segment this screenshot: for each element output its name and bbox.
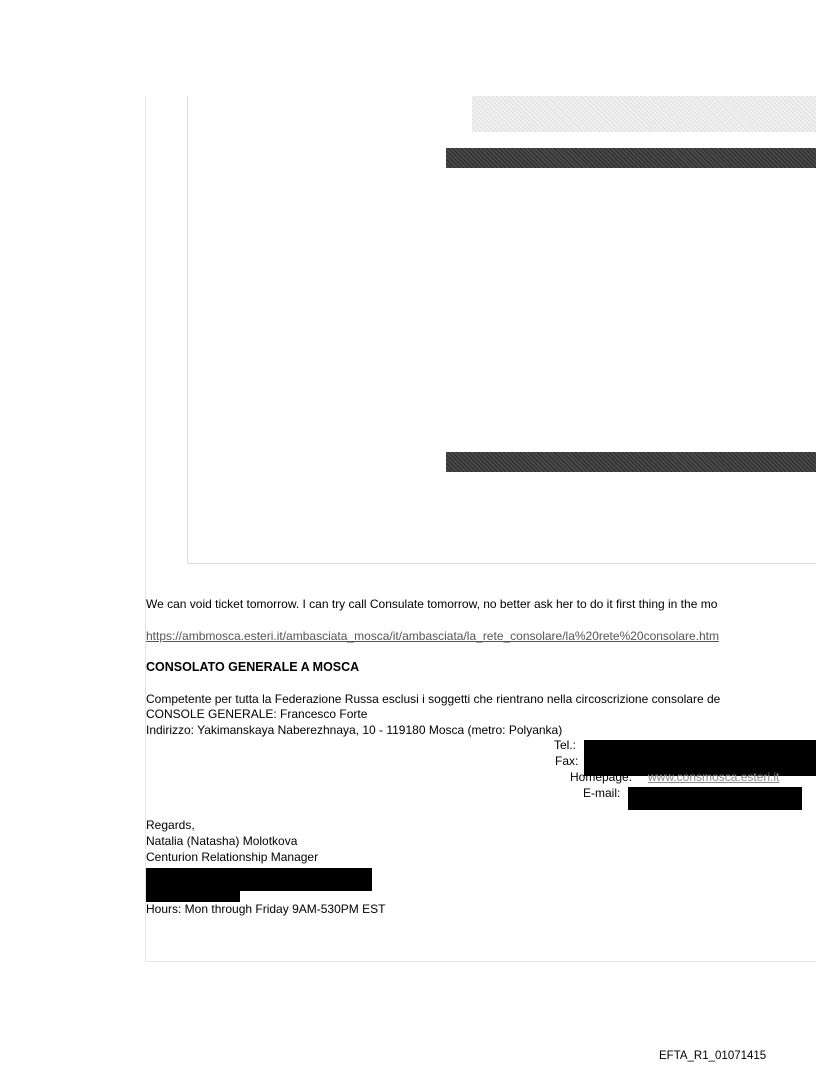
consulate-line-consul: CONSOLE GENERALE: Francesco Forte	[146, 707, 368, 721]
tel-label: Tel.:	[554, 738, 577, 752]
signature-hours: Hours: Mon through Friday 9AM-530PM EST	[146, 902, 386, 916]
redacted-dark-bar-bottom	[446, 452, 816, 472]
redacted-signature-line-2	[146, 890, 240, 902]
email-label: E-mail:	[583, 786, 621, 800]
redacted-signature-line	[146, 868, 372, 891]
email-body-line: We can void ticket tomorrow. I can try call Consulate tomorrow, no better ask her to do it first thing in the mo	[146, 597, 718, 611]
consulate-heading: CONSOLATO GENERALE A MOSCA	[146, 660, 360, 674]
signature-name: Natalia (Natasha) Molotkova	[146, 834, 298, 848]
fax-label: Fax:	[555, 754, 579, 768]
redacted-grey-block	[472, 96, 816, 132]
consulate-line-address: Indirizzo: Yakimanskaya Naberezhnaya, 10 - 119180 Mosca (metro: Polyanka)	[146, 723, 563, 737]
consulate-link[interactable]: https://ambmosca.esteri.it/ambasciata_mosca/it/ambasciata/la_rete_consolare/la%20rete%20consolare.htm	[146, 629, 719, 643]
redacted-email	[628, 787, 802, 810]
homepage-link[interactable]: www.consmosca.esteri.it	[648, 770, 780, 784]
consulate-line-jurisdiction: Competente per tutta la Federazione Russa esclusi i soggetti che rientrano nella circoscrizione consolare de	[146, 692, 721, 706]
signature-regards: Regards,	[146, 818, 195, 832]
document-id: EFTA_R1_01071415	[659, 1050, 767, 1062]
signature-title: Centurion Relationship Manager	[146, 850, 319, 864]
homepage-label: Homepage:	[570, 770, 633, 784]
redacted-dark-bar-top	[446, 148, 816, 168]
